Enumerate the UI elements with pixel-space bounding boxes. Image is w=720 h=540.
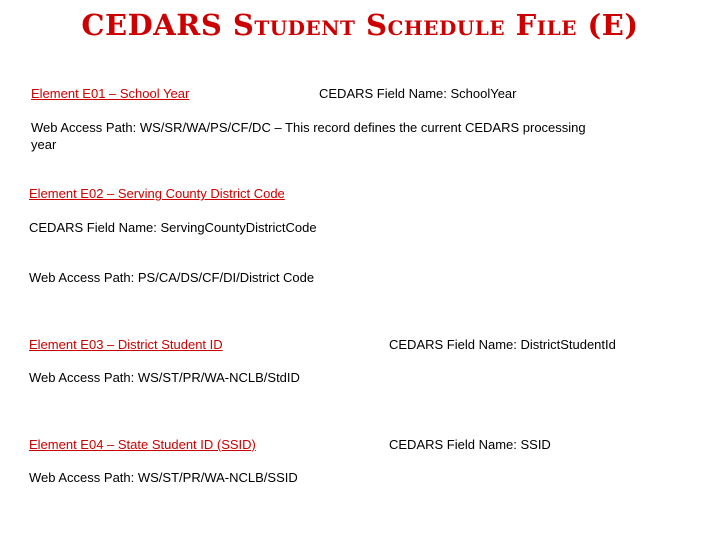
element-e02-field-name: CEDARS Field Name: ServingCountyDistrictCode bbox=[29, 220, 317, 235]
element-e02-link[interactable]: Element E02 – Serving County District Code bbox=[29, 186, 285, 201]
element-e01-link[interactable]: Element E01 – School Year bbox=[31, 86, 190, 101]
element-e04-field-name: CEDARS Field Name: SSID bbox=[389, 437, 551, 452]
element-e01-web-access-path: Web Access Path: WS/SR/WA/PS/CF/DC – This record defines the current CEDARS processing year bbox=[31, 120, 586, 152]
element-e02-web-access-path: Web Access Path: PS/CA/DS/CF/DI/District Code bbox=[29, 270, 315, 285]
page-title: CEDARS Student Schedule File (E) bbox=[81, 8, 639, 42]
element-e03-web-access-path: Web Access Path: WS/ST/PR/WA-NCLB/StdID bbox=[29, 370, 300, 385]
element-e04-link[interactable]: Element E04 – State Student ID (SSID) bbox=[29, 437, 256, 452]
element-e03-link[interactable]: Element E03 – District Student ID bbox=[29, 337, 223, 352]
element-e01-field-name: CEDARS Field Name: SchoolYear bbox=[319, 86, 517, 101]
element-e04-web-access-path: Web Access Path: WS/ST/PR/WA-NCLB/SSID bbox=[29, 470, 298, 485]
element-e03-field-name: CEDARS Field Name: DistrictStudentId bbox=[389, 337, 616, 352]
